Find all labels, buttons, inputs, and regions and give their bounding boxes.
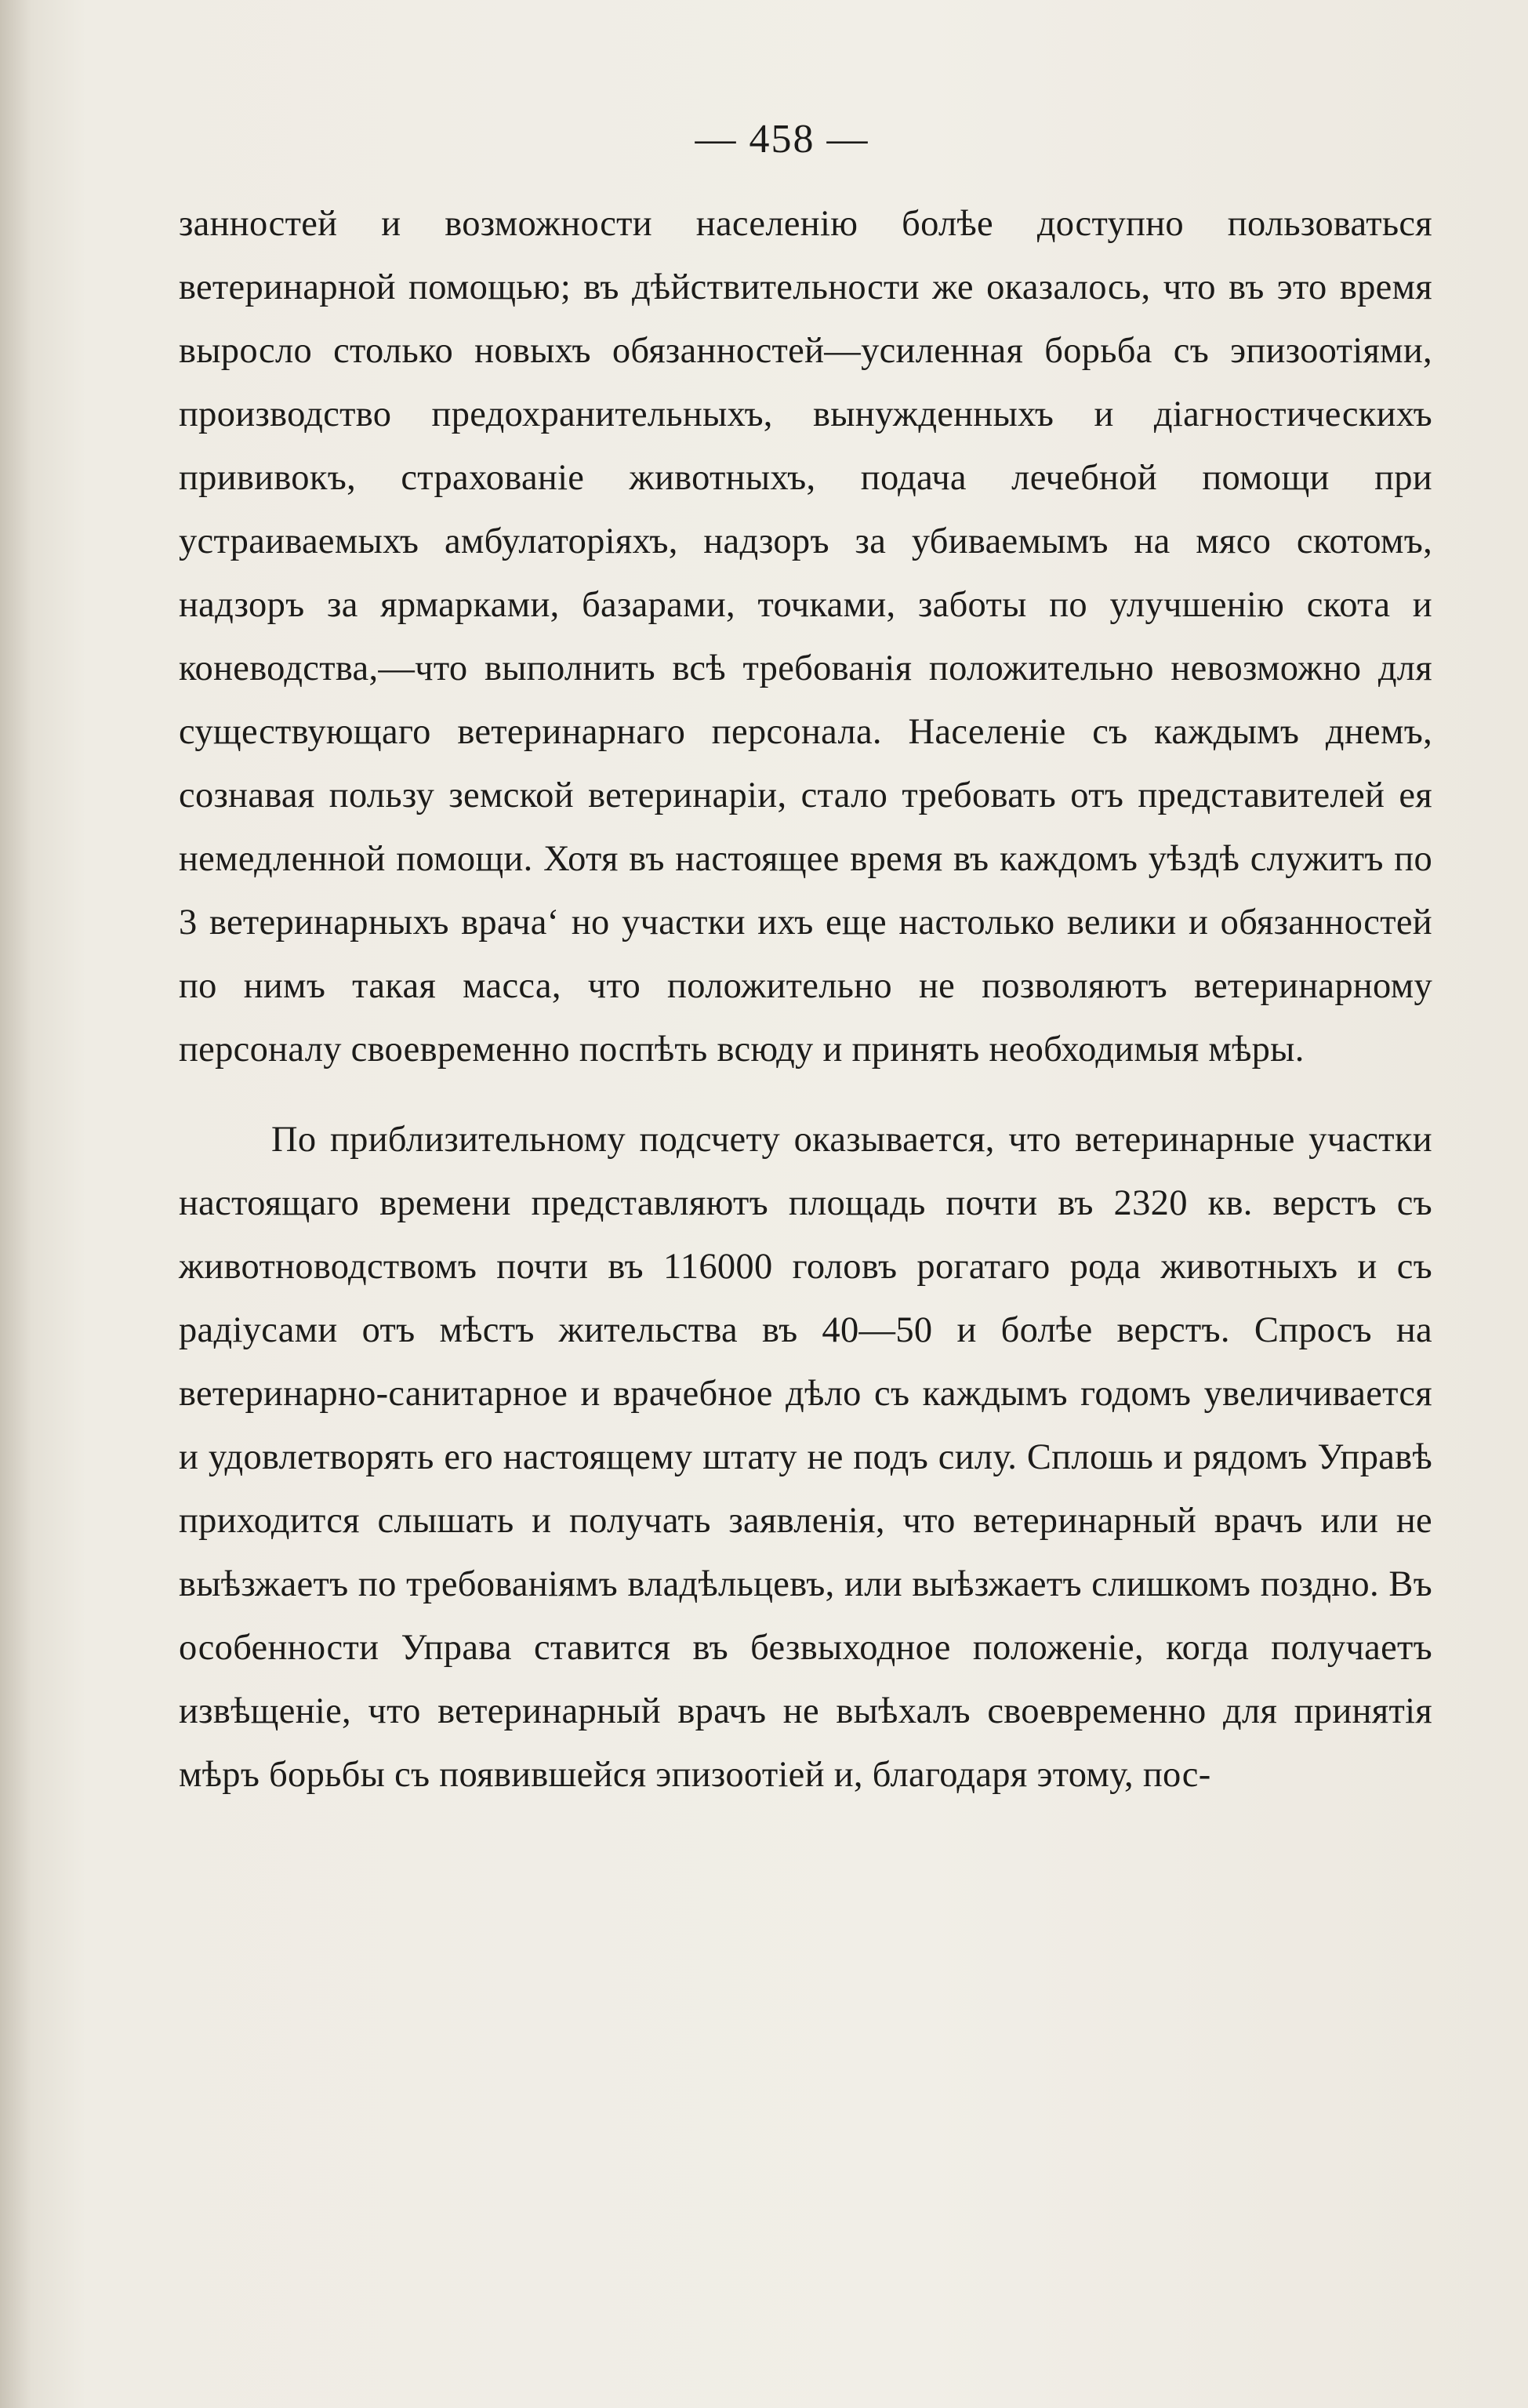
body-text <box>179 192 1432 1807</box>
paragraph-1: занностей и возможности населенію болѣе доступно пользоваться ветеринарной помощью; въ дѣйствительности же оказалось, что въ это время выросло столько новыхъ обязанностей—усиленная борьба съ эпизоотіями, производство предохранительныхъ, вынужденныхъ и діагностическихъ прививокъ, страхованіе животныхъ, подача лечебной помощи при устраиваемыхъ амбулаторіяхъ, надзоръ за убиваемымъ на мясо скотомъ, надзоръ за ярмарками, базарами, точками, заботы по улучшенію скота и коневодства,—что выполнить всѣ требованія положительно невозможно для существующаго ветеринарнаго персонала. Населеніе съ каждымъ днемъ, сознавая пользу земской ветеринаріи, стало требовать отъ представителей ея немедленной помощи. Хотя въ настоящее время въ каждомъ уѣздѣ служитъ по 3 ветеринарныхъ врача‘ но участки ихъ еще настолько велики и обязанностей по нимъ такая масса, что положительно не позволяютъ ветеринарному персоналу своевременно поспѣть всюду и принять необходимыя мѣры. <box>179 204 1432 1070</box>
paragraph-2: По приблизительному подсчету оказывается, что ветеринарные участки настоящаго времени представляютъ площадь почти въ 2320 кв. верстъ съ животноводствомъ почти въ 116000 головъ рогатаго рода животныхъ и съ радіусами отъ мѣстъ жительства въ 40—50 и болѣе верстъ. Спросъ на ветеринарно-санитарное и врачебное дѣло съ каждымъ годомъ увеличивается и удовлетворять его настоящему штату не подъ силу. Сплошь и рядомъ Управѣ приходится слышать и получать заявленія, что ветеринарный врачъ или не выѣзжаетъ по требованіямъ владѣльцевъ, или выѣзжаетъ слишкомъ поздно. Въ особенности Управа ставится въ безвыходное положеніе, когда получаетъ извѣщеніе, что ветеринарный врачъ не выѣхалъ своевременно для принятія мѣръ борьбы съ появившейся эпизоотіей и, благодаря этому, пос- <box>179 1120 1432 1795</box>
page-number: — 458 — <box>695 117 869 162</box>
